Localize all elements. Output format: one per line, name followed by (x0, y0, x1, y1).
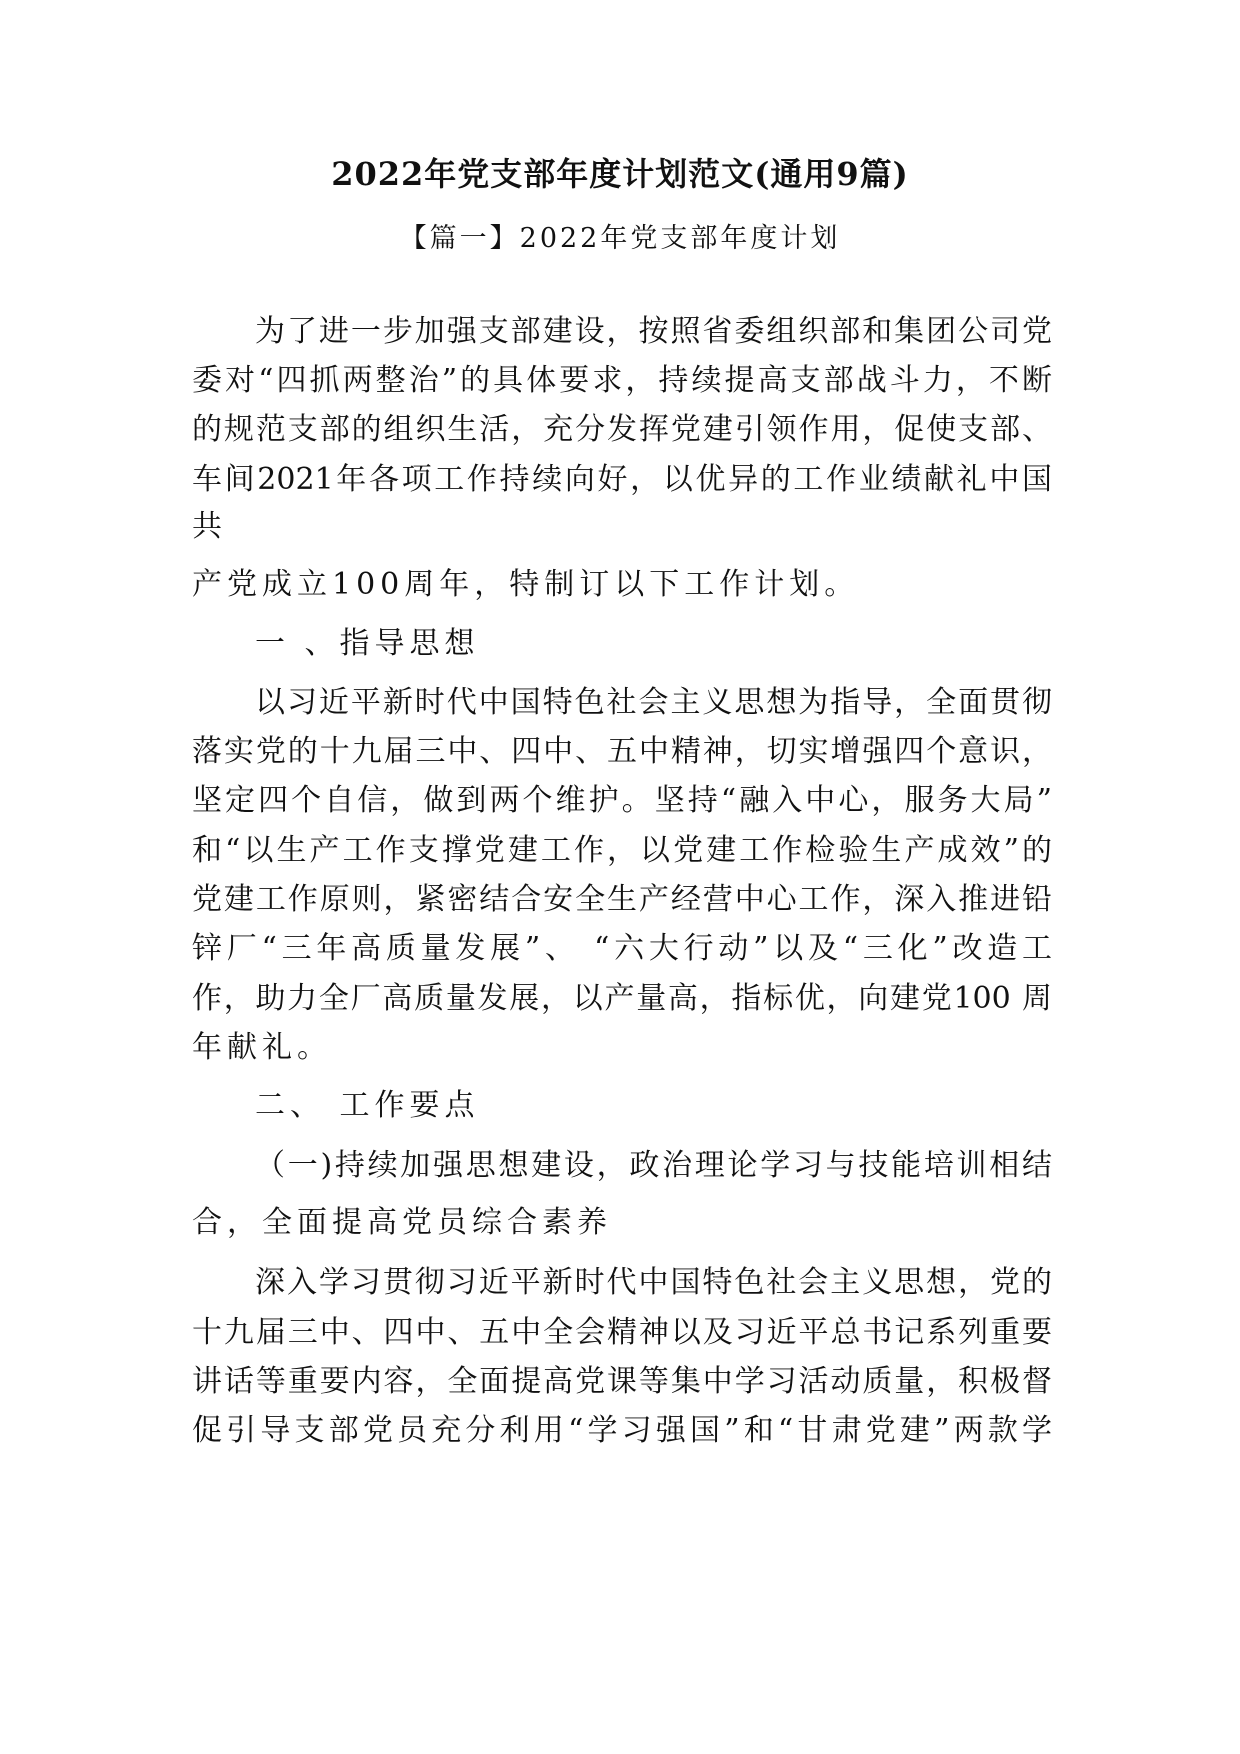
paragraph-line: 以习近平新时代中国特色社会主义思想为指导，全面贯彻 (255, 685, 1052, 720)
paragraph-line: 促引导支部党员充分利用“学习强国”和“甘肃党建”两款学 (192, 1413, 1052, 1448)
paragraph-line: 产党成立100周年，特制订以下工作计划。 (192, 567, 860, 602)
paragraph-line: 共 (192, 509, 227, 544)
paragraph-line: 党建工作原则，紧密结合安全生产经营中心工作，深入推进铅 (192, 882, 1052, 917)
document-title: 2022年党支部年度计划范文(通用9篇) (331, 155, 909, 193)
paragraph-line: 十九届三中、四中、五中全会精神以及习近平总书记系列重要 (192, 1315, 1052, 1350)
paragraph-line: 车间2021年各项工作持续向好，以优异的工作业绩献礼中国 (192, 462, 1052, 497)
section-heading: 二、 工作要点 (255, 1088, 480, 1123)
paragraph-line: 和“以生产工作支撑党建工作，以党建工作检验生产成效”的 (192, 833, 1052, 868)
document-subtitle: 【篇一】2022年党支部年度计划 (399, 223, 841, 254)
paragraph-line: 坚定四个自信，做到两个维护。坚持“融入中心，服务大局” (192, 783, 1052, 818)
paragraph-line: 年献礼。 (192, 1030, 332, 1065)
paragraph-line: 讲话等重要内容，全面提高党课等集中学习活动质量，积极督 (192, 1364, 1052, 1399)
subsection-heading: （一)持续加强思想建设，政治理论学习与技能培训相结 (255, 1148, 1052, 1183)
section-heading: 一 、指导思想 (255, 626, 480, 661)
paragraph-line: 的规范支部的组织生活，充分发挥党建引领作用，促使支部、 (192, 412, 1052, 447)
paragraph-line: 作，助力全厂高质量发展，以产量高，指标优，向建党100 周 (192, 981, 1052, 1016)
subsection-heading: 合，全面提高党员综合素养 (192, 1205, 612, 1240)
paragraph-line: 委对“四抓两整治”的具体要求，持续提高支部战斗力，不断 (192, 363, 1052, 398)
paragraph-line: 为了进一步加强支部建设，按照省委组织部和集团公司党 (255, 314, 1052, 349)
paragraph-line: 锌厂“三年高质量发展”、 “六大行动”以及“三化”改造工 (192, 931, 1052, 966)
paragraph-line: 落实党的十九届三中、四中、五中精神，切实增强四个意识， (192, 734, 1052, 769)
paragraph-line: 深入学习贯彻习近平新时代中国特色社会主义思想，党的 (255, 1265, 1052, 1300)
